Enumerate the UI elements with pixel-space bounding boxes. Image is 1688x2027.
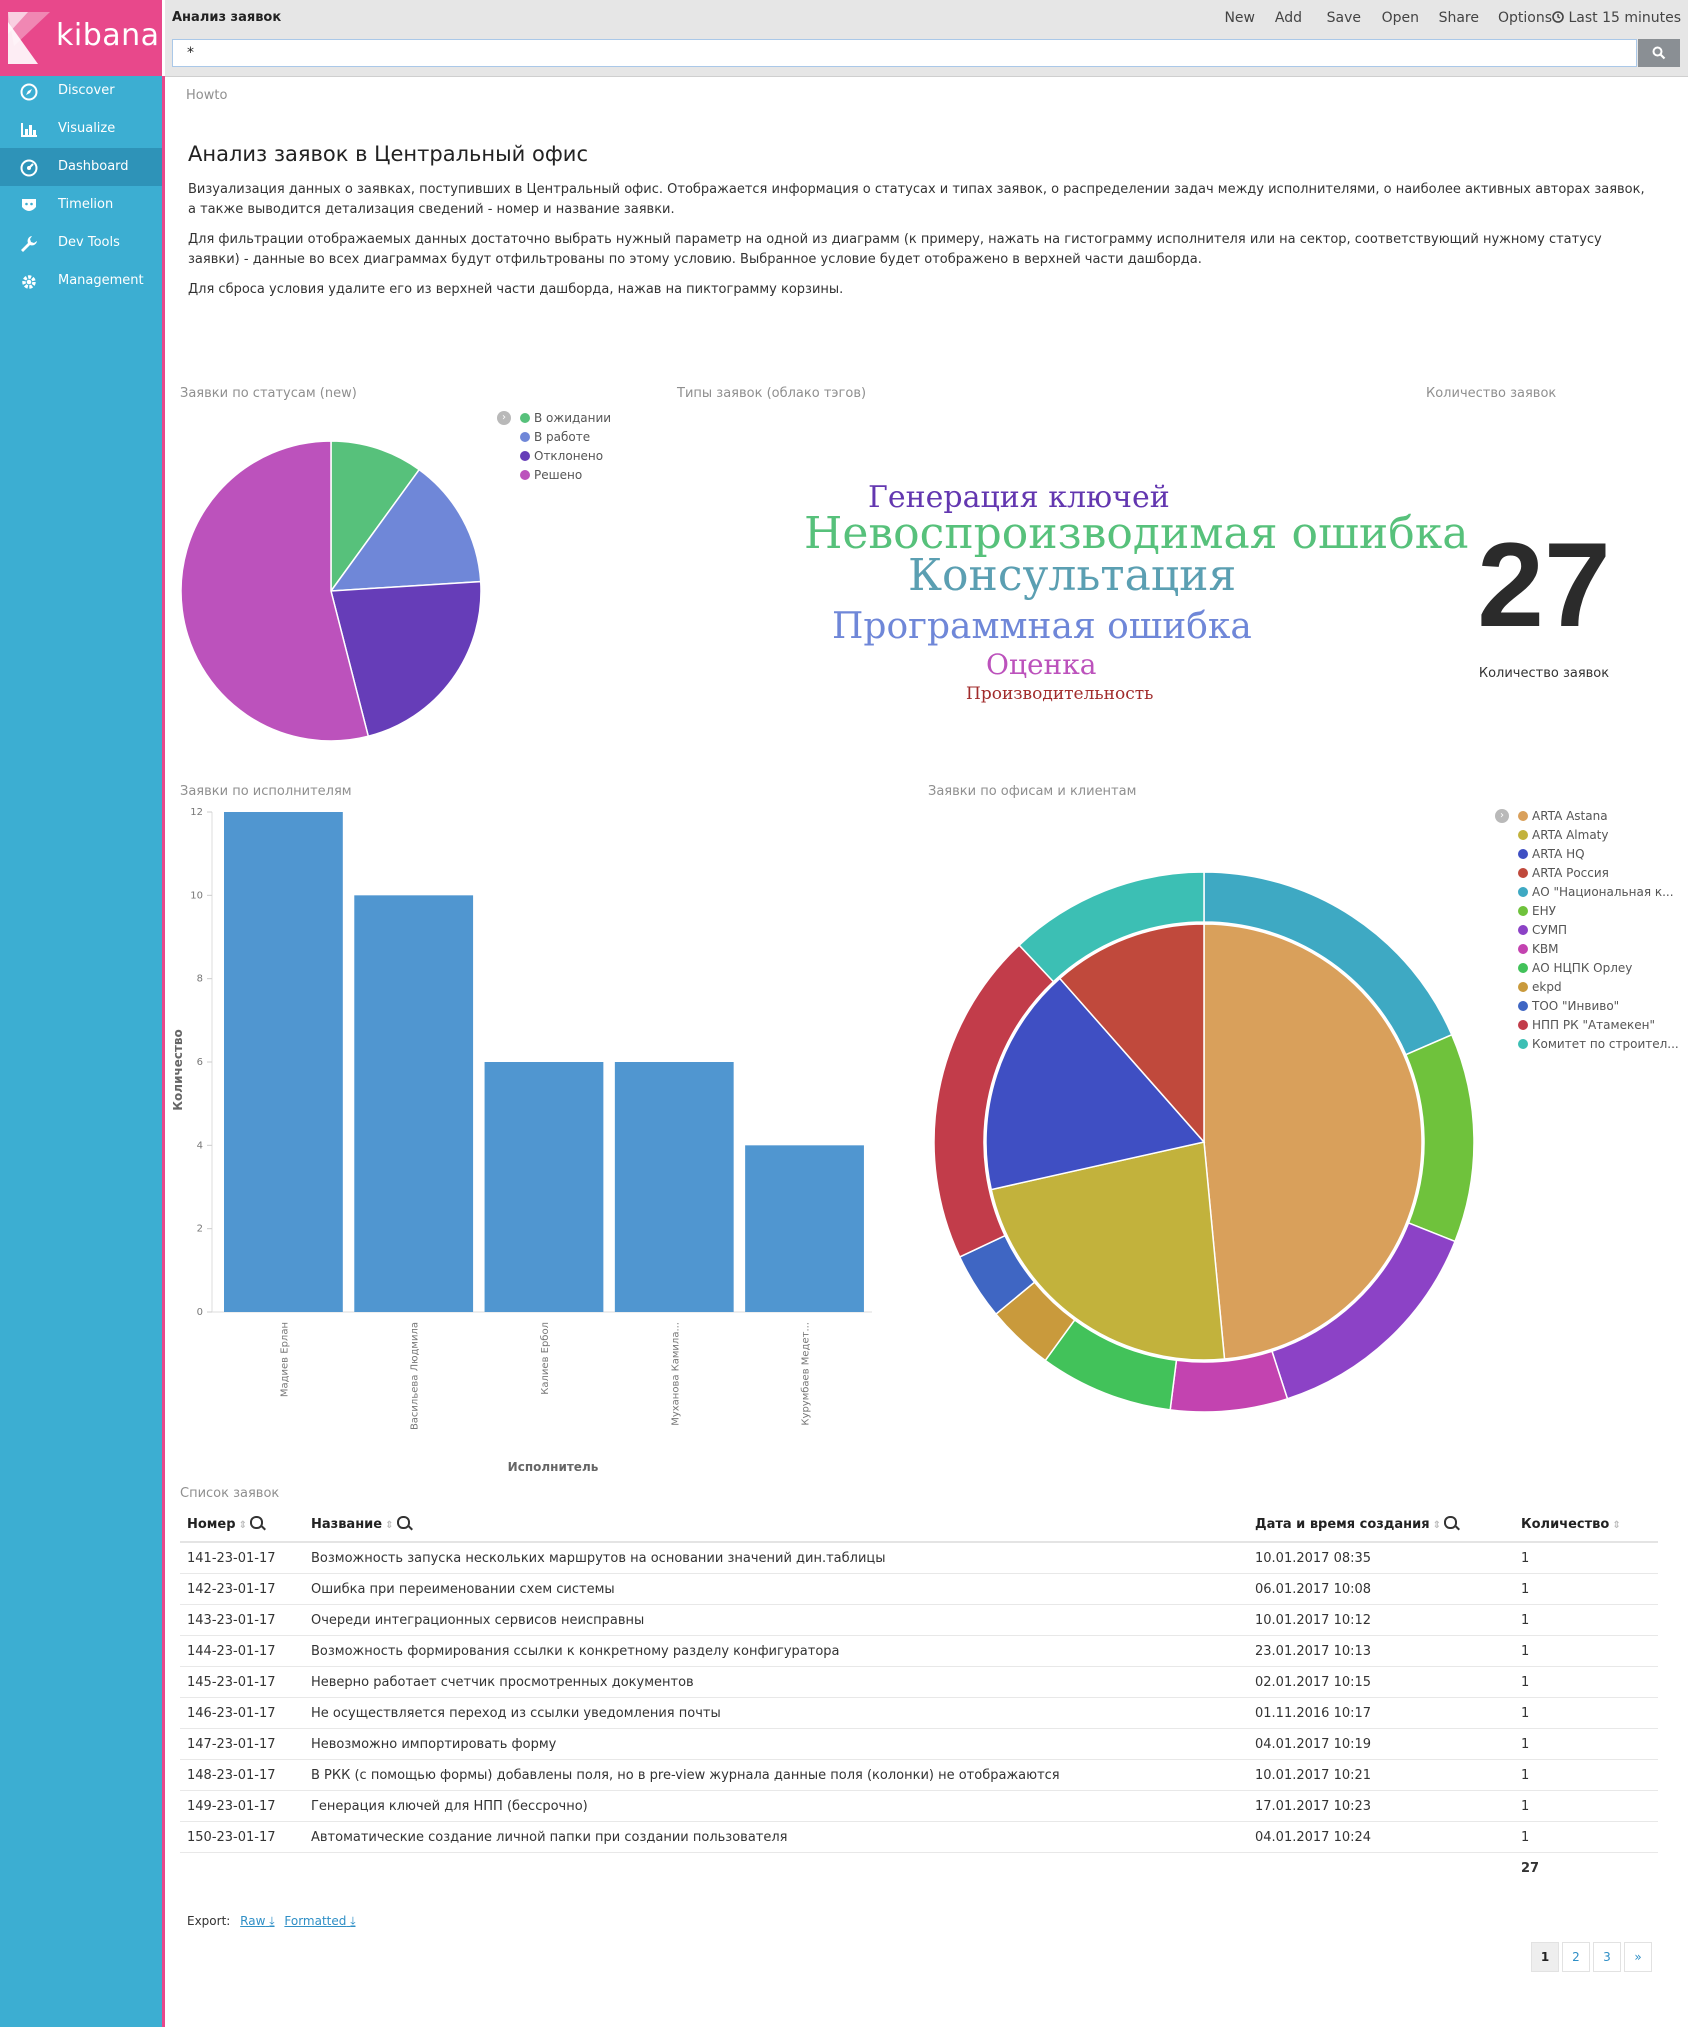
tag-cloud-title: Типы заявок (облако тэгов)	[677, 386, 867, 401]
legend-dot	[1518, 906, 1528, 916]
tag-word[interactable]: Консультация	[908, 550, 1237, 601]
assignee-bar-chart[interactable]	[168, 800, 888, 1490]
table-row[interactable]	[180, 1542, 1658, 1574]
table-cell: 10.01.2017 08:35	[1248, 1542, 1514, 1574]
share-button[interactable]: Share	[1438, 10, 1479, 26]
compass-icon	[20, 83, 38, 101]
table-cell: 17.01.2017 10:23	[1248, 1791, 1514, 1822]
sidebar-item-label: Dashboard	[58, 159, 129, 174]
requests-table	[180, 1507, 1658, 1883]
bar[interactable]	[615, 1062, 734, 1312]
howto-paragraph: Для фильтрации отображаемых данных достаточно выбрать нужный параметр на одной из диаграмм (к примеру, нажать на гистограмму исполнителя или на сектор, соответствующий нужному статусу заявки) - данные во всех диаграммах будут отфильтрованы по этому условию. Выбранное условие будет отображено в верхней части дашборда.	[188, 232, 1602, 267]
legend-item[interactable]	[1518, 923, 1567, 937]
sidebar-item-label: Discover	[58, 83, 115, 98]
table-cell: Автоматические создание личной папки при создании пользователя	[304, 1822, 1248, 1853]
office-donut-title: Заявки по офисам и клиентам	[928, 784, 1137, 799]
table-cell: 10.01.2017 10:21	[1248, 1760, 1514, 1791]
legend-label: ЕНУ	[1532, 904, 1556, 918]
kibana-logo[interactable]	[0, 0, 162, 76]
legend-item[interactable]	[1518, 866, 1609, 880]
search-icon[interactable]	[397, 1516, 410, 1529]
time-picker-button[interactable]	[1552, 10, 1681, 26]
table-cell: 148-23-01-17	[180, 1760, 304, 1791]
legend-label: ТОО "Инвиво"	[1532, 999, 1620, 1013]
table-cell: 1	[1514, 1698, 1658, 1729]
table-cell: Ошибка при переименовании схем системы	[304, 1574, 1248, 1605]
y-tick-label: 10	[190, 890, 203, 902]
table-row[interactable]	[180, 1791, 1658, 1822]
sort-icon[interactable]: ⇕	[238, 1520, 247, 1531]
legend-item[interactable]	[1518, 961, 1632, 975]
tag-word[interactable]: Производительность	[966, 684, 1154, 704]
tag-word[interactable]: Невоспроизводимая ошибка	[804, 508, 1469, 559]
table-cell: 23.01.2017 10:13	[1248, 1636, 1514, 1667]
legend-item[interactable]	[520, 449, 603, 463]
howto-paragraph: Для сброса условия удалите его из верхней части дашборда, нажав на пиктограмму корзины.	[188, 282, 844, 297]
export-raw-link[interactable]	[240, 1914, 274, 1928]
table-cell: 06.01.2017 10:08	[1248, 1574, 1514, 1605]
header-label: Номер	[187, 1517, 236, 1532]
office-donut-chart[interactable]	[930, 868, 1480, 1418]
table-cell: 1	[1514, 1822, 1658, 1853]
bar[interactable]	[485, 1062, 604, 1312]
table-cell: 1	[1514, 1791, 1658, 1822]
tag-word[interactable]: Оценка	[986, 648, 1097, 681]
sort-icon[interactable]: ⇕	[1612, 1519, 1621, 1531]
legend-label: В работе	[534, 430, 591, 444]
legend-label: Комитет по строител...	[1532, 1037, 1679, 1051]
new-button[interactable]: New	[1224, 10, 1255, 26]
clock-icon	[1552, 11, 1564, 23]
timelion-icon	[20, 197, 38, 215]
table-cell-empty	[304, 1853, 1248, 1884]
metric-value: 27	[1477, 518, 1611, 652]
legend-label: АО "Национальная к...	[1532, 885, 1674, 899]
legend-label: НПП РК "Атамекен"	[1532, 1018, 1655, 1032]
status-pie-chart[interactable]	[180, 440, 482, 742]
table-cell: 145-23-01-17	[180, 1667, 304, 1698]
legend-dot	[1518, 982, 1528, 992]
export-raw-label: Raw	[240, 1914, 266, 1928]
legend-dot	[520, 451, 530, 461]
y-tick-label: 0	[196, 1307, 203, 1318]
legend-dot	[1518, 1039, 1528, 1049]
legend-item[interactable]	[1518, 904, 1556, 918]
sidebar-item-management[interactable]	[0, 262, 162, 300]
legend-label: ARTA Россия	[1532, 866, 1609, 880]
y-tick-label: 12	[190, 807, 203, 818]
bar[interactable]	[745, 1145, 864, 1312]
metric-label: Количество заявок	[1478, 666, 1610, 681]
gear-icon	[20, 273, 38, 291]
export-formatted-link[interactable]	[284, 1914, 355, 1928]
legend-item[interactable]	[1518, 999, 1619, 1013]
save-button[interactable]: Save	[1326, 10, 1361, 26]
legend-item[interactable]	[1518, 1018, 1655, 1032]
tag-word[interactable]: Программная ошибка	[832, 606, 1252, 647]
legend-dot	[1518, 944, 1528, 954]
table-cell: 149-23-01-17	[180, 1791, 304, 1822]
legend-item[interactable]	[1518, 828, 1609, 842]
howto-panel-title: Howto	[186, 88, 228, 103]
legend-dot	[520, 432, 530, 442]
table-total: 27	[1521, 1860, 1540, 1876]
search-icon	[1652, 46, 1666, 60]
table-cell: Неверно работает счетчик просмотренных документов	[304, 1667, 1248, 1698]
bar[interactable]	[354, 895, 473, 1312]
column-header-number[interactable]	[180, 1507, 304, 1542]
sidebar-item-timelion[interactable]	[0, 186, 162, 224]
table-cell: Очереди интеграционных сервисов неисправны	[304, 1605, 1248, 1636]
y-axis-label: Количество	[171, 1029, 185, 1111]
search-input[interactable]: *	[172, 39, 1637, 67]
page-button-1[interactable]: 1	[1531, 1942, 1559, 1972]
y-tick-label: 2	[196, 1223, 203, 1235]
legend-item[interactable]	[520, 411, 611, 425]
legend-dot	[1518, 830, 1528, 840]
page-next-button[interactable]: »	[1624, 1942, 1652, 1972]
open-button[interactable]: Open	[1381, 10, 1419, 26]
status-pie-title: Заявки по статусам (new)	[180, 386, 357, 401]
legend-item[interactable]	[1518, 847, 1585, 861]
legend-item[interactable]	[1518, 942, 1558, 956]
legend-label: АО НЦПК Орлеу	[1532, 961, 1633, 975]
sidebar-item-dev-tools[interactable]	[0, 224, 162, 262]
legend-toggle-icon[interactable]: ›	[497, 411, 511, 425]
table-cell: 1	[1514, 1605, 1658, 1636]
search-button[interactable]	[1638, 39, 1680, 67]
export-label: Export:	[187, 1914, 231, 1928]
legend-item[interactable]	[1518, 1037, 1679, 1051]
sidebar-item-visualize[interactable]	[0, 110, 162, 148]
sidebar-item-label: Management	[58, 273, 144, 288]
wrench-icon	[20, 235, 38, 253]
table-row[interactable]	[180, 1729, 1658, 1760]
dashboard-icon	[20, 159, 38, 177]
table-cell: Возможность запуска нескольких маршрутов на основании значений дин.таблицы	[304, 1542, 1248, 1574]
howto-heading: Анализ заявок в Центральный офис	[188, 142, 588, 166]
x-axis-label: Исполнитель	[507, 1460, 599, 1474]
bar-chart-icon	[20, 121, 38, 139]
sort-icon[interactable]: ⇕	[1432, 1520, 1441, 1531]
legend-toggle-icon[interactable]: ›	[1495, 809, 1509, 823]
dashboard-title: Анализ заявок	[172, 10, 282, 25]
legend-dot	[1518, 868, 1528, 878]
column-header-count[interactable]	[1514, 1507, 1658, 1542]
y-tick-label: 4	[196, 1140, 203, 1152]
sidebar-item-dashboard[interactable]	[0, 148, 162, 186]
page-button-2[interactable]: 2	[1562, 1942, 1590, 1972]
legend-dot	[520, 470, 530, 480]
legend-label: ARTA Almaty	[1532, 828, 1609, 842]
tag-word[interactable]: Генерация ключей	[868, 480, 1170, 515]
legend-item[interactable]	[520, 468, 582, 482]
x-tick-label: Курумбаев Медет...	[800, 1322, 812, 1426]
export-formatted-label: Formatted	[284, 1914, 347, 1928]
legend-label: Отклонено	[534, 449, 604, 463]
x-tick-label: Мадиев Ерлан	[279, 1322, 291, 1398]
table-cell: 1	[1514, 1667, 1658, 1698]
logo-text: kibana	[56, 18, 160, 53]
legend-item[interactable]	[1518, 980, 1562, 994]
export-bar	[187, 1914, 356, 1929]
legend-label: Решено	[534, 468, 583, 482]
metric-title: Количество заявок	[1426, 386, 1557, 401]
column-header-name[interactable]	[304, 1507, 1248, 1542]
options-button[interactable]: Options	[1497, 10, 1552, 26]
sidebar	[0, 0, 162, 2027]
table-panel-title: Список заявок	[180, 1486, 280, 1501]
table-cell: 04.01.2017 10:19	[1248, 1729, 1514, 1760]
legend-dot	[1518, 963, 1528, 973]
legend-item[interactable]	[1518, 885, 1674, 899]
table-cell: 150-23-01-17	[180, 1822, 304, 1853]
table-row[interactable]	[180, 1760, 1658, 1791]
add-button[interactable]: Add	[1274, 10, 1302, 26]
table-cell: 143-23-01-17	[180, 1605, 304, 1636]
download-icon: ⤓	[269, 1914, 275, 1928]
sidebar-item-label: Timelion	[58, 197, 114, 212]
column-header-date[interactable]	[1248, 1507, 1514, 1542]
sidebar-item-discover[interactable]	[0, 72, 162, 110]
search-icon[interactable]	[250, 1516, 263, 1529]
search-icon[interactable]	[1444, 1516, 1457, 1529]
header-label: Дата и время создания	[1255, 1517, 1430, 1532]
legend-label: В ожидании	[534, 411, 612, 425]
x-tick-label: Муханова Камила...	[670, 1322, 682, 1426]
legend-dot	[1518, 887, 1528, 897]
table-cell: 147-23-01-17	[180, 1729, 304, 1760]
legend-dot	[1518, 1020, 1528, 1030]
sidebar-item-label: Dev Tools	[58, 235, 120, 250]
legend-label: ARTA HQ	[1532, 847, 1585, 861]
table-cell: 04.01.2017 10:24	[1248, 1822, 1514, 1853]
legend-item[interactable]	[1518, 809, 1608, 823]
table-cell: 1	[1514, 1636, 1658, 1667]
time-picker-label: Last 15 minutes	[1568, 10, 1681, 26]
legend-dot	[520, 413, 530, 423]
legend-dot	[1518, 811, 1528, 821]
sort-icon[interactable]: ⇕	[385, 1520, 394, 1531]
table-cell: Возможность формирования ссылки к конкретному разделу конфигуратора	[304, 1636, 1248, 1667]
table-cell: 1	[1514, 1574, 1658, 1605]
header-label: Название	[311, 1517, 383, 1532]
x-tick-label: Калиев Ербол	[539, 1322, 551, 1395]
table-cell: 146-23-01-17	[180, 1698, 304, 1729]
assignee-bar-title: Заявки по исполнителям	[180, 784, 352, 799]
table-row[interactable]	[180, 1822, 1658, 1853]
legend-label: ekpd	[1532, 980, 1562, 994]
top-nav	[165, 0, 1688, 77]
x-tick-label: Васильева Людмила	[409, 1322, 421, 1431]
legend-dot	[1518, 925, 1528, 935]
table-cell-empty	[1248, 1853, 1514, 1884]
legend-item[interactable]	[520, 430, 590, 444]
table-cell: Невозможно импортировать форму	[304, 1729, 1248, 1760]
table-row[interactable]	[180, 1574, 1658, 1605]
table-cell: 10.01.2017 10:12	[1248, 1605, 1514, 1636]
table-cell-empty	[180, 1853, 304, 1884]
table-cell: Не осуществляется переход из ссылки уведомления почты	[304, 1698, 1248, 1729]
sidebar-item-label: Visualize	[58, 121, 116, 136]
table-cell: 1	[1514, 1729, 1658, 1760]
table-row[interactable]	[180, 1698, 1658, 1729]
table-cell: 144-23-01-17	[180, 1636, 304, 1667]
sidebar-edge	[162, 76, 165, 2027]
table-header-row	[180, 1507, 1658, 1542]
legend-label: KBM	[1532, 942, 1559, 956]
table-row[interactable]	[180, 1636, 1658, 1667]
kibana-logo-icon	[8, 12, 50, 64]
table-cell: В РКК (с помощью формы) добавлены поля, но в pre-view журнала данные поля (колонки) не отображаются	[304, 1760, 1248, 1791]
table-cell: 1	[1514, 1760, 1658, 1791]
table-total-row	[180, 1853, 1658, 1884]
y-tick-label: 6	[196, 1057, 203, 1068]
table-row[interactable]	[180, 1605, 1658, 1636]
outer-slice[interactable]	[1170, 1351, 1287, 1412]
howto-paragraph: Визуализация данных о заявках, поступивших в Центральный офис. Отображается информация о статусах и типах заявок, о распределении задач между исполнителями, о наиболее активных авторах заявок, а также выводится детализация сведений - номер и название заявки.	[188, 182, 1645, 217]
table-cell: 01.11.2016 10:17	[1248, 1698, 1514, 1729]
table-cell: 142-23-01-17	[180, 1574, 304, 1605]
page-button-3[interactable]: 3	[1593, 1942, 1621, 1972]
bar[interactable]	[224, 812, 343, 1312]
legend-dot	[1518, 849, 1528, 859]
table-cell: 1	[1514, 1542, 1658, 1574]
table-row[interactable]	[180, 1667, 1658, 1698]
table-cell: 02.01.2017 10:15	[1248, 1667, 1514, 1698]
legend-dot	[1518, 1001, 1528, 1011]
table-cell: 141-23-01-17	[180, 1542, 304, 1574]
legend-label: ARTA Astana	[1532, 809, 1608, 823]
table-cell: Генерация ключей для НПП (бессрочно)	[304, 1791, 1248, 1822]
y-tick-label: 8	[196, 973, 203, 985]
header-label: Количество	[1521, 1516, 1610, 1532]
download-icon: ⤓	[350, 1914, 356, 1928]
legend-label: СУМП	[1532, 923, 1568, 937]
